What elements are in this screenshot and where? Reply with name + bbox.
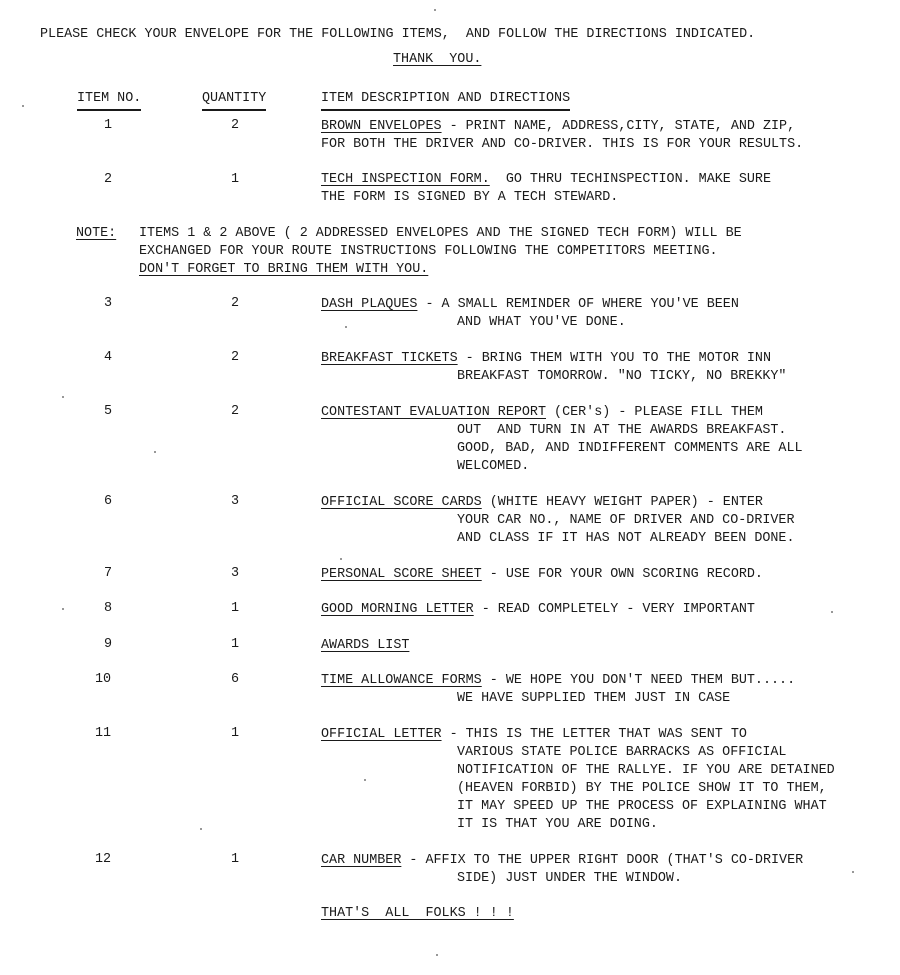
- scan-speck: [62, 608, 64, 610]
- scan-speck: [436, 954, 438, 956]
- item-description-line: AND WHAT YOU'VE DONE.: [457, 315, 626, 330]
- item-number: 2: [103, 172, 113, 187]
- item-description-line: GOOD, BAD, AND INDIFFERENT COMMENTS ARE ALL: [457, 441, 803, 456]
- item-number: 12: [94, 852, 112, 867]
- item-description: TIME ALLOWANCE FORMS - WE HOPE YOU DON'T NEED THEM BUT.....: [321, 673, 796, 688]
- item-description: DASH PLAQUES - A SMALL REMINDER OF WHERE YOU'VE BEEN: [321, 297, 739, 312]
- item-description-line: BREAKFAST TOMORROW. "NO TICKY, NO BREKKY": [457, 369, 787, 384]
- item-quantity: 1: [230, 726, 240, 741]
- item-number: 1: [103, 118, 113, 133]
- header-quantity: QUANTITY: [202, 90, 266, 111]
- scan-speck: [22, 105, 24, 107]
- item-description-line: NOTIFICATION OF THE RALLYE. IF YOU ARE DETAINED: [457, 763, 835, 778]
- item-quantity: 1: [230, 601, 240, 616]
- item-number: 6: [103, 494, 113, 509]
- item-description: OFFICIAL LETTER - THIS IS THE LETTER THAT WAS SENT TO: [321, 727, 747, 742]
- header-item-no: ITEM NO.: [77, 90, 141, 111]
- item-quantity: 1: [230, 637, 240, 652]
- item-number: 8: [103, 601, 113, 616]
- item-description: GOOD MORNING LETTER - READ COMPLETELY - VERY IMPORTANT: [321, 602, 755, 617]
- item-description-line: SIDE) JUST UNDER THE WINDOW.: [457, 871, 682, 886]
- thank-you: THANK YOU.: [393, 52, 482, 67]
- scan-speck: [62, 396, 64, 398]
- item-description: PERSONAL SCORE SHEET - USE FOR YOUR OWN SCORING RECORD.: [321, 567, 763, 582]
- header-description: ITEM DESCRIPTION AND DIRECTIONS: [321, 90, 570, 111]
- scan-speck: [831, 611, 833, 613]
- item-description-line: WELCOMED.: [457, 459, 530, 474]
- item-number: 11: [94, 726, 112, 741]
- item-description-line: FOR BOTH THE DRIVER AND CO-DRIVER. THIS IS FOR YOUR RESULTS.: [321, 137, 804, 152]
- item-quantity: 3: [230, 494, 240, 509]
- note-line: ITEMS 1 & 2 ABOVE ( 2 ADDRESSED ENVELOPES AND THE SIGNED TECH FORM) WILL BE: [139, 226, 742, 241]
- note-reminder: DON'T FORGET TO BRING THEM WITH YOU.: [139, 262, 429, 277]
- scan-speck: [154, 451, 156, 453]
- item-description-line: IT IS THAT YOU ARE DOING.: [457, 817, 658, 832]
- item-description: AWARDS LIST: [321, 638, 410, 653]
- item-number: 4: [103, 350, 113, 365]
- item-description-line: AND CLASS IF IT HAS NOT ALREADY BEEN DONE.: [457, 531, 795, 546]
- item-quantity: 2: [230, 404, 240, 419]
- closing-line: THAT'S ALL FOLKS ! ! !: [321, 906, 514, 921]
- scan-speck: [364, 779, 366, 781]
- item-description: CONTESTANT EVALUATION REPORT (CER's) - PLEASE FILL THEM: [321, 405, 763, 420]
- item-number: 3: [103, 296, 113, 311]
- note-line: EXCHANGED FOR YOUR ROUTE INSTRUCTIONS FOLLOWING THE COMPETITORS MEETING.: [139, 244, 718, 259]
- item-description: CAR NUMBER - AFFIX TO THE UPPER RIGHT DOOR (THAT'S CO-DRIVER: [321, 853, 804, 868]
- scan-speck: [852, 871, 854, 873]
- scan-speck: [340, 558, 342, 560]
- note-label: NOTE:: [76, 226, 117, 241]
- scan-speck: [345, 326, 347, 328]
- intro-line: PLEASE CHECK YOUR ENVELOPE FOR THE FOLLOWING ITEMS, AND FOLLOW THE DIRECTIONS INDICATED.: [40, 27, 756, 42]
- item-description-line: (HEAVEN FORBID) BY THE POLICE SHOW IT TO THEM,: [457, 781, 827, 796]
- item-description-line: OUT AND TURN IN AT THE AWARDS BREAKFAST.: [457, 423, 787, 438]
- item-quantity: 3: [230, 566, 240, 581]
- item-number: 7: [103, 566, 113, 581]
- item-description: TECH INSPECTION FORM. GO THRU TECHINSPECTION. MAKE SURE: [321, 172, 771, 187]
- item-quantity: 2: [230, 296, 240, 311]
- scan-speck: [200, 828, 202, 830]
- item-description: OFFICIAL SCORE CARDS (WHITE HEAVY WEIGHT PAPER) - ENTER: [321, 495, 763, 510]
- item-description-line: IT MAY SPEED UP THE PROCESS OF EXPLAINING WHAT: [457, 799, 827, 814]
- item-number: 5: [103, 404, 113, 419]
- item-quantity: 1: [230, 172, 240, 187]
- item-description-line: VARIOUS STATE POLICE BARRACKS AS OFFICIAL: [457, 745, 787, 760]
- item-description: BREAKFAST TICKETS - BRING THEM WITH YOU TO THE MOTOR INN: [321, 351, 772, 366]
- item-description-line: WE HAVE SUPPLIED THEM JUST IN CASE: [457, 691, 731, 706]
- item-description-line: YOUR CAR NO., NAME OF DRIVER AND CO-DRIVER: [457, 513, 795, 528]
- item-quantity: 1: [230, 852, 240, 867]
- item-quantity: 2: [230, 350, 240, 365]
- item-number: 9: [103, 637, 113, 652]
- item-quantity: 6: [230, 672, 240, 687]
- item-quantity: 2: [230, 118, 240, 133]
- item-description: BROWN ENVELOPES - PRINT NAME, ADDRESS,CITY, STATE, AND ZIP,: [321, 119, 796, 134]
- scan-speck: [434, 9, 436, 11]
- item-number: 10: [94, 672, 112, 687]
- item-description-line: THE FORM IS SIGNED BY A TECH STEWARD.: [321, 190, 619, 205]
